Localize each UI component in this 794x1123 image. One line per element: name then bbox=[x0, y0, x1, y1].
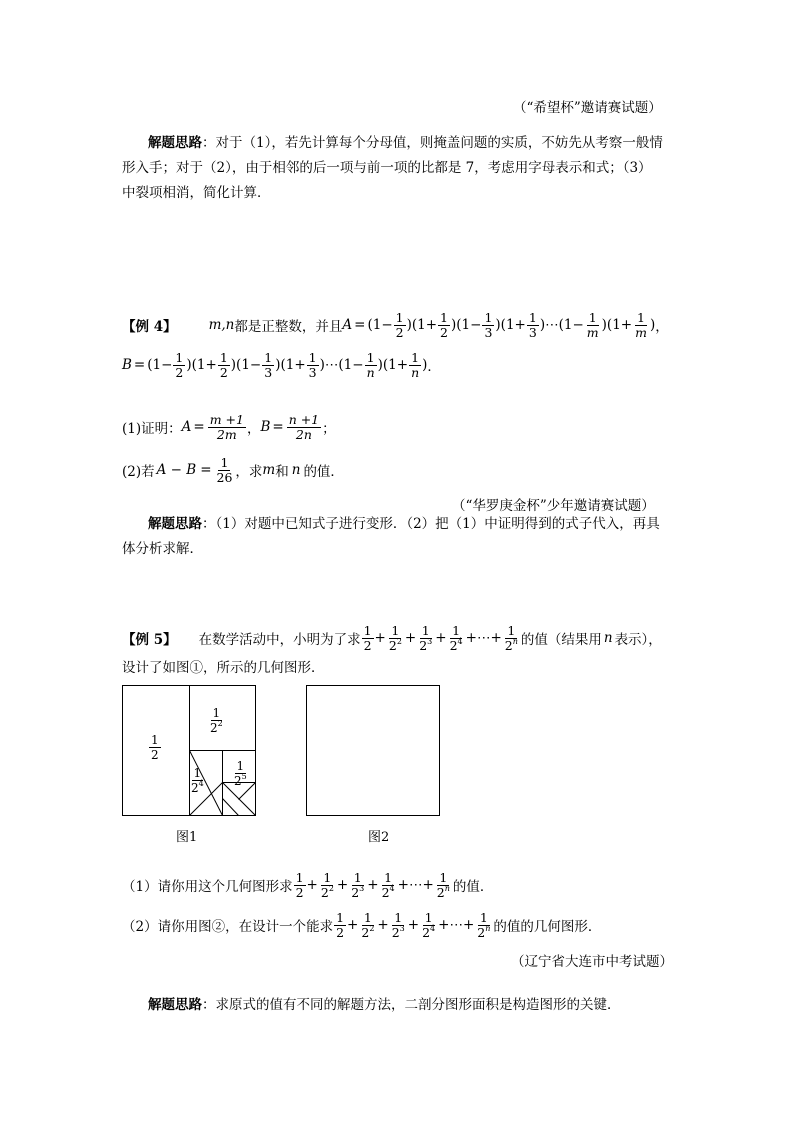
example-5-question-2: （2）请你用图②，在设计一个能求 $\frac{1}{2}$ + $\frac{1}{2^2}$ + $\frac{1}{2^3}$ + $\frac{1}{2^4}$ + ⋯ + $\frac{1}{2^n}$ 的值的几何图形． bbox=[122, 909, 602, 940]
example-4-B-definition: B = (1− $\frac{1}{2}$ )(1+ $\frac{1}{2}$ )(1− $\frac{1}{3}$ )(1+ $\frac{1}{3}$ )⋯(1− $\frac{1}{n}$ )(1+ $\frac{1}{n}$ ) ． bbox=[122, 349, 441, 380]
fraction-1-26: $\frac{1}{26}$ bbox=[216, 454, 233, 485]
hint-text: ：对于（1），若先计算每个分母值，则掩盖问题的实质，不妨先从考察一般情 bbox=[202, 135, 663, 151]
fig1-label-half: $\frac{1}{2}$ bbox=[151, 733, 159, 762]
example-5-question-1: （1）请你用这个几何图形求 $\frac{1}{2}$ + $\frac{1}{2^2}$ + $\frac{1}{2^3}$ + $\frac{1}{2^4}$ + ⋯ + $\frac{1}{2^n}$ 的值． bbox=[122, 869, 494, 900]
hint-paragraph-3: 解题思路：求原式的值有不同的解题方法，二剖分图形面积是构造图形的关键． bbox=[148, 997, 621, 1013]
figure-1-caption: 图1 bbox=[176, 830, 198, 845]
source-citation-3: （辽宁省大连市中考试题） bbox=[511, 954, 673, 970]
fraction-B: $\frac{n +1}{2n}$ bbox=[288, 411, 320, 442]
hint-paragraph-2: 解题思路：（1）对题中已知式子进行变形．（2）把（1）中证明得到的式子代入，再具 bbox=[148, 516, 660, 532]
hint-line-3: 中裂项相消，简化计算． bbox=[122, 185, 271, 201]
fig1-diagonal-5 bbox=[223, 799, 239, 816]
intro-text: 都是正整数，并且 bbox=[234, 319, 343, 335]
example-5-line-2: 设计了如图①，所示的几何图形． bbox=[122, 660, 325, 676]
example-4-part-2: (2)若 A − B = $\frac{1}{26}$ ，求 m 和 n 的值． bbox=[122, 454, 344, 485]
product-B: (1− $\frac{1}{2}$ )(1+ $\frac{1}{2}$ )(1− $\frac{1}{3}$ )(1+ $\frac{1}{3}$ )⋯(1− $\frac{1}{n}$ )(1+ $\frac{1}{n}$ ) bbox=[147, 349, 428, 380]
hint-paragraph-2-line-2: 体分析求解． bbox=[122, 541, 203, 557]
figure-2-caption: 图2 bbox=[368, 830, 390, 845]
example-4-statement: 【例 4】 m,n 都是正整数，并且 A = (1− $\frac{1}{2}$ )(1+ $\frac{1}{2}$ )(1− $\frac{1}{3}$ )(1+ $\frac{1}{3}$ )⋯(1− $\frac{1}{m}$ )(1+ $\frac{1}{m}$ ) ， bbox=[122, 309, 669, 340]
fig1-label-sixteenth: $\frac{1}{2^4}$ bbox=[191, 766, 204, 795]
example-tag: 【例 4】 bbox=[122, 319, 177, 335]
fraction-A: $\frac{m +1}{2m}$ bbox=[209, 411, 244, 442]
fig2-empty-square bbox=[307, 686, 440, 816]
fig1-label-thirtysecond: $\frac{1}{2^5}$ bbox=[234, 759, 247, 788]
example-5-statement: 【例 5】 在数学活动中，小明为了求 $\frac{1}{2}$ + $\frac{1}{2^2}$ + $\frac{1}{2^3}$ + $\frac{1}{2^4}$ + ⋯ + $\frac{1}{2^n}$ 的值（结果用 n 表示）， bbox=[122, 622, 662, 653]
source-citation-1: （“希望杯”邀请赛试题） bbox=[513, 100, 662, 116]
product-A: (1− $\frac{1}{2}$ )(1+ $\frac{1}{2}$ )(1− $\frac{1}{3}$ )(1+ $\frac{1}{3}$ )⋯(1− $\frac{1}{m}$ )(1+ $\frac{1}{m}$ ) bbox=[367, 309, 656, 340]
fig1-label-quarter: $\frac{1}{2^2}$ bbox=[210, 706, 223, 735]
example-4-part-1: (1)证明： A = $\frac{m +1}{2m}$ ， B = $\frac{n +1}{2n}$ ； bbox=[122, 411, 336, 442]
variable-mn: m,n bbox=[208, 317, 235, 333]
hint-label: 解题思路 bbox=[148, 135, 202, 151]
hint-line-2: 形入手；对于（2），由于相邻的后一项与前一项的比都是 7，考虑用字母表示和式；（3） bbox=[122, 160, 652, 176]
source-citation-2: （“华罗庚金杯”少年邀请赛试题） bbox=[452, 498, 655, 514]
